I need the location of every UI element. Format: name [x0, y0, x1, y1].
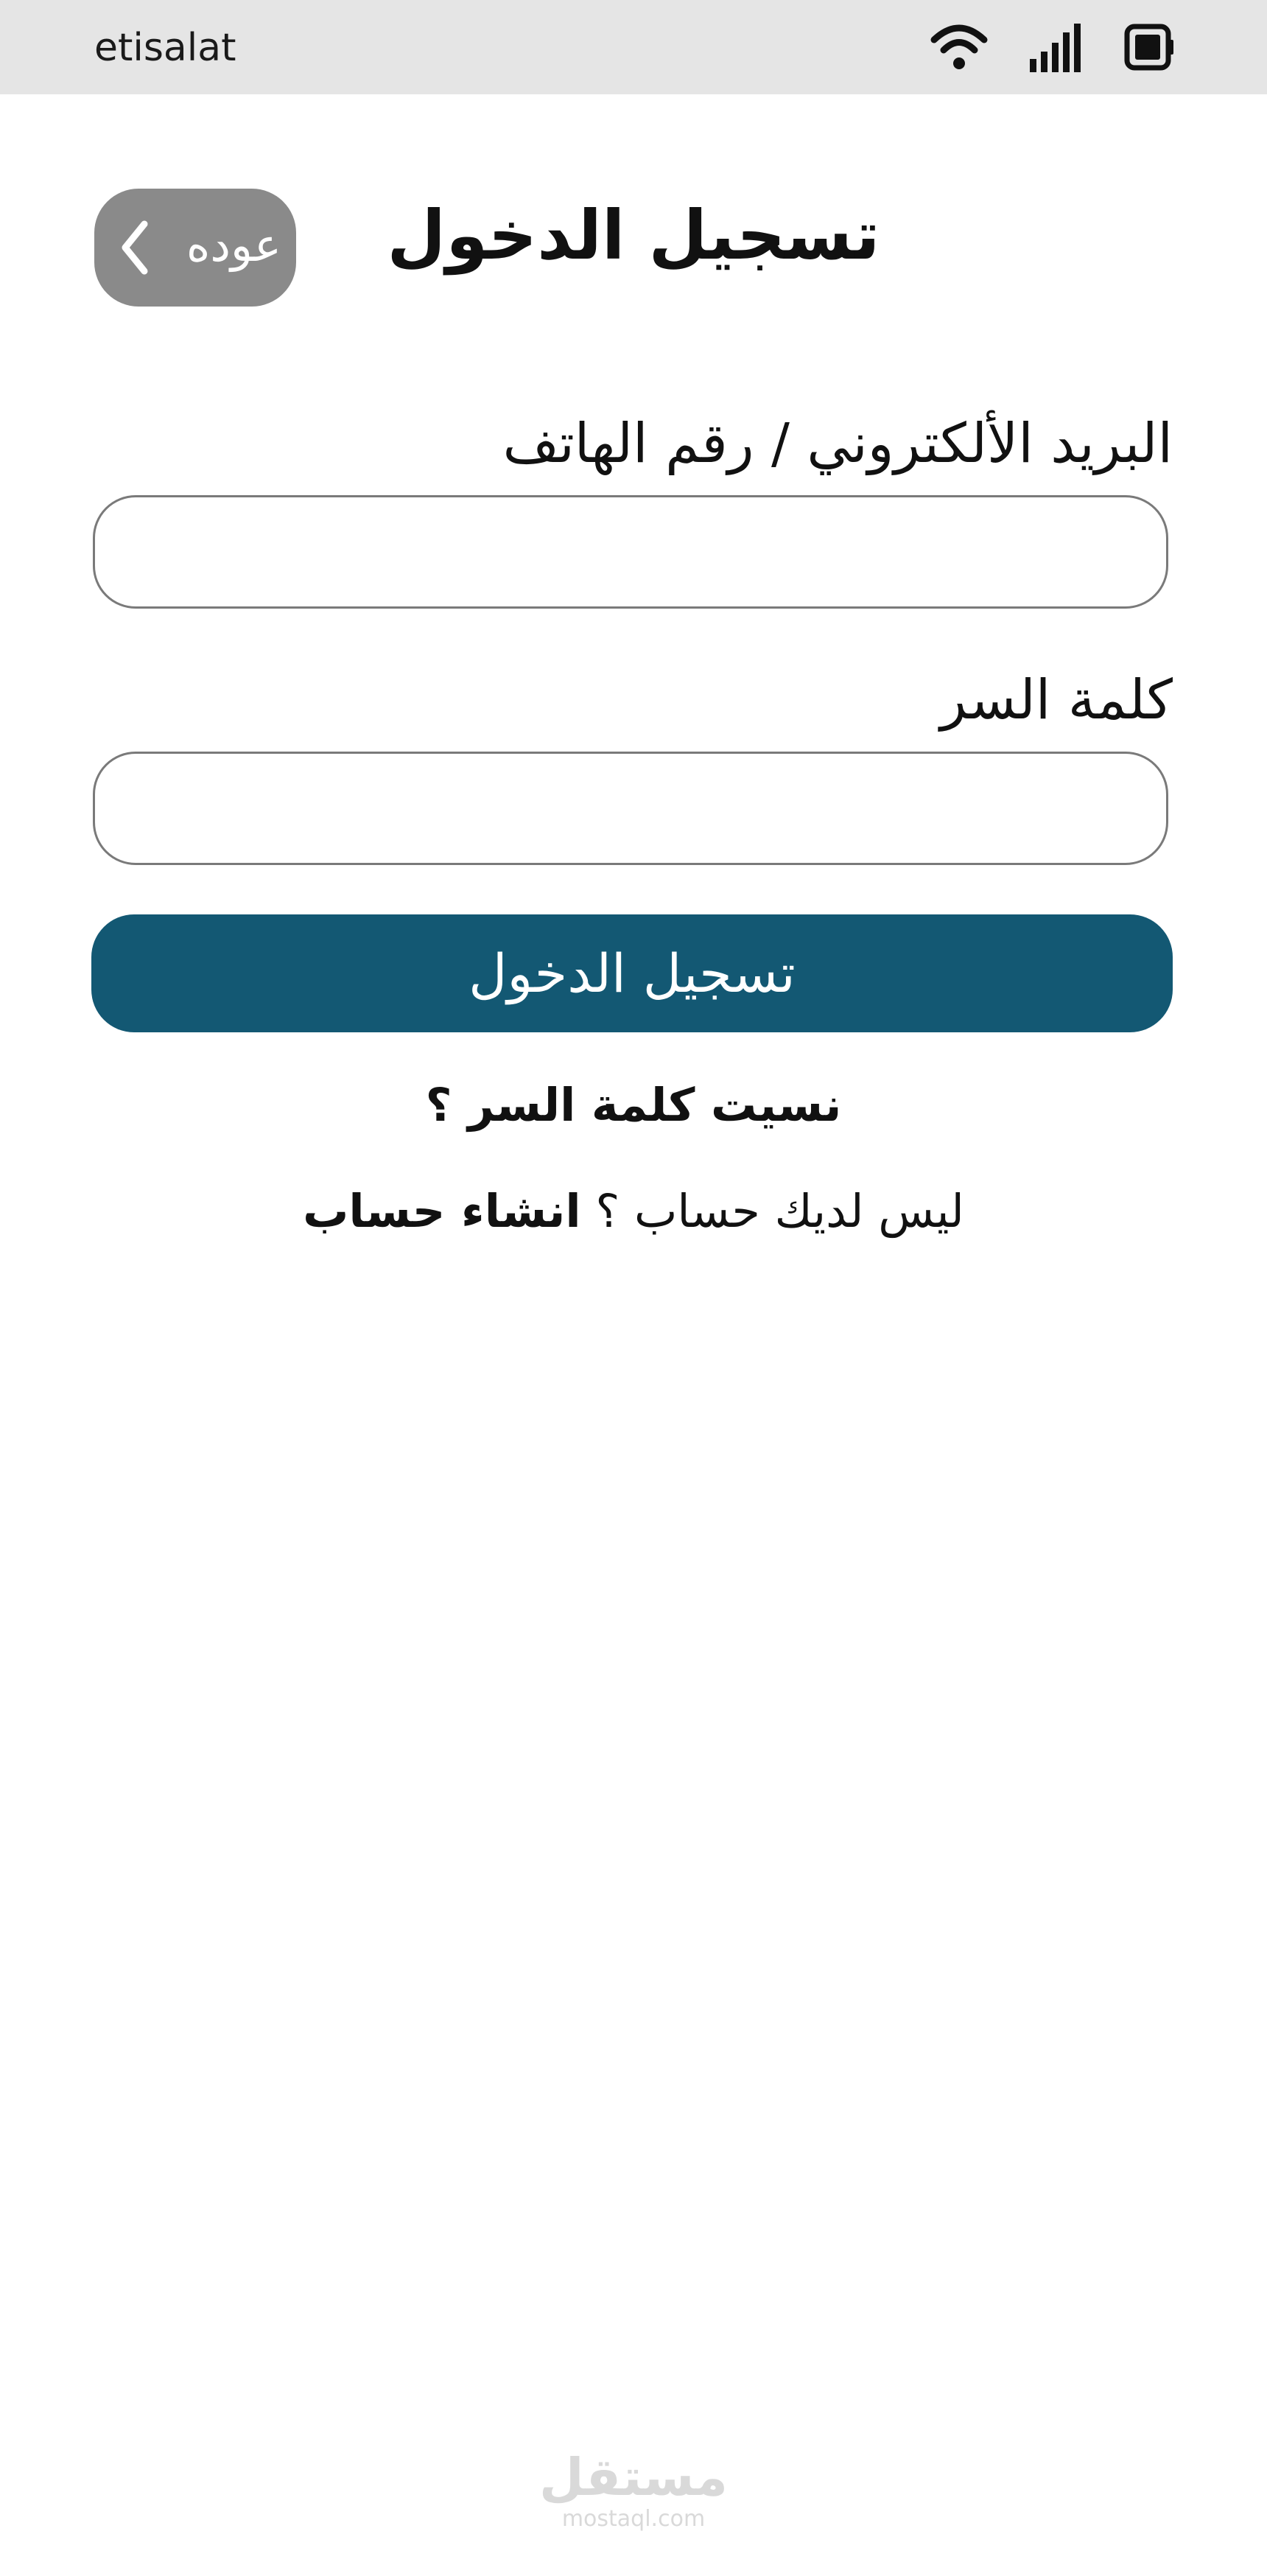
cellular-signal-icon — [1028, 22, 1084, 74]
wifi-icon — [930, 21, 989, 74]
watermark-url: mostaql.com — [561, 2506, 706, 2532]
email-phone-label: البريد الألكتروني / رقم الهاتف — [502, 412, 1173, 475]
watermark-logo-text: مستقل — [538, 2447, 728, 2507]
page-title: تسجيل الدخول — [387, 196, 880, 275]
email-phone-input[interactable] — [93, 495, 1168, 609]
forgot-password-link[interactable]: نسيت كلمة السر ؟ — [425, 1078, 842, 1132]
password-label: كلمة السر — [940, 668, 1173, 732]
no-account-text: ليس لديك حساب ؟ — [580, 1184, 964, 1238]
status-bar — [0, 0, 1267, 94]
signup-prompt — [192, 1175, 1075, 1248]
battery-icon — [1124, 21, 1176, 74]
carrier-name: etisalat — [94, 26, 236, 70]
password-input[interactable] — [93, 752, 1168, 865]
login-button[interactable]: تسجيل الدخول — [91, 914, 1173, 1032]
back-button[interactable] — [94, 189, 296, 307]
create-account-link[interactable]: انشاء حساب — [303, 1184, 581, 1238]
mostaql-watermark — [486, 2448, 781, 2532]
back-button-label: عوده — [186, 220, 281, 271]
chevron-left-icon — [116, 218, 153, 277]
